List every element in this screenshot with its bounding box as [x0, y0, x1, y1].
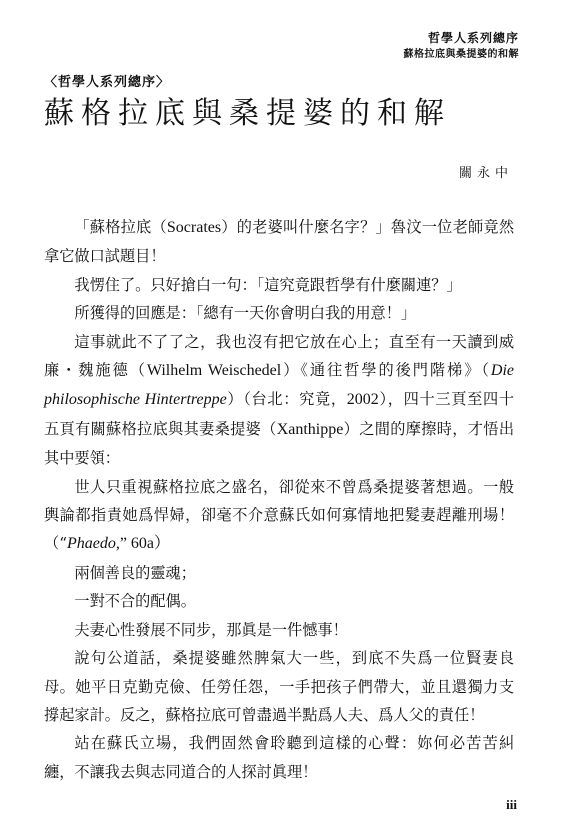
- paragraph: 兩個善良的靈魂；: [74, 563, 196, 582]
- text-run: ）（台北：究竟，: [226, 390, 347, 409]
- paragraph: 站在蘇氏立場，我們固然會聆聽到這樣的心聲：妳何必苦苦糾纏，不讓我去與志同道合的人探討眞理！: [44, 734, 514, 781]
- text-run: 「蘇格拉底（: [74, 218, 167, 236]
- text-run: ）的老婆叫什麼名字？」魯汶一位老師竟然拿它做口試題目！: [44, 218, 515, 266]
- page-title: 蘇格拉底與桑提婆的和解: [44, 96, 451, 131]
- running-header-subtitle: 蘇格拉底與桑提婆的和解: [403, 49, 519, 60]
- paragraph: [44, 328, 514, 473]
- running-header: [404, 30, 520, 62]
- paragraph: [44, 473, 514, 559]
- paragraph: 夫妻心性發展不同步，那眞是一件憾事！: [74, 620, 348, 639]
- series-label: 〈哲學人系列總序〉: [44, 75, 171, 90]
- text-run: 世人只重視蘇格拉底之盛名，卻從來不曾爲桑提婆著想過。一般輿論都指責她爲悍婦，卻毫不介意蘇氏如何寡情地把髮妻趕離刑場！（“: [44, 477, 514, 553]
- citation-title: Phaedo,: [66, 535, 120, 553]
- paragraph: 我愣住了。只好搶白一句：「這究竟跟哲學有什麼關連？」: [74, 275, 462, 294]
- text-run: 這事就此不了了之，我也沒有把它放在心上；直至有一天讀到威廉・魏施德（: [44, 332, 514, 380]
- text-run: ），四十三頁至四十五頁有關蘇格拉底與其妻桑提婆（: [44, 390, 515, 438]
- citation-ref: ” 60a）: [119, 535, 171, 553]
- paragraph: 所獲得的回應是：「總有一天你會明白我的用意！」: [74, 304, 417, 323]
- author-name: 關永中: [458, 166, 513, 181]
- text-run: ）《通往哲學的後門階梯》（: [281, 361, 491, 380]
- latin-term: Socrates: [166, 219, 222, 236]
- year: 2002: [346, 391, 379, 409]
- text-run: ）之間的摩擦時，才悟出其中要領：: [44, 419, 515, 468]
- latin-term: Wilhelm Weischedel: [146, 362, 282, 380]
- paragraph: [44, 213, 514, 271]
- latin-term: Xanthippe: [276, 420, 344, 438]
- paragraph: 說句公道話，桑提婆雖然脾氣大一些，到底不失爲一位賢妻良母。她平日克勤克儉、任勞任怨，一手把孩子們帶大，並且還獨力支撐起家計。反之，蘇格拉底可曾盡過半點爲人夫、爲人父的責任！: [44, 649, 514, 724]
- running-header-title: 哲學人系列總序: [427, 31, 519, 45]
- page-number: iii: [506, 797, 517, 812]
- body-text: [44, 213, 514, 786]
- paragraph: 一對不合的配偶。: [74, 592, 196, 611]
- book-title: Die philosophische Hintertreppe: [44, 362, 514, 409]
